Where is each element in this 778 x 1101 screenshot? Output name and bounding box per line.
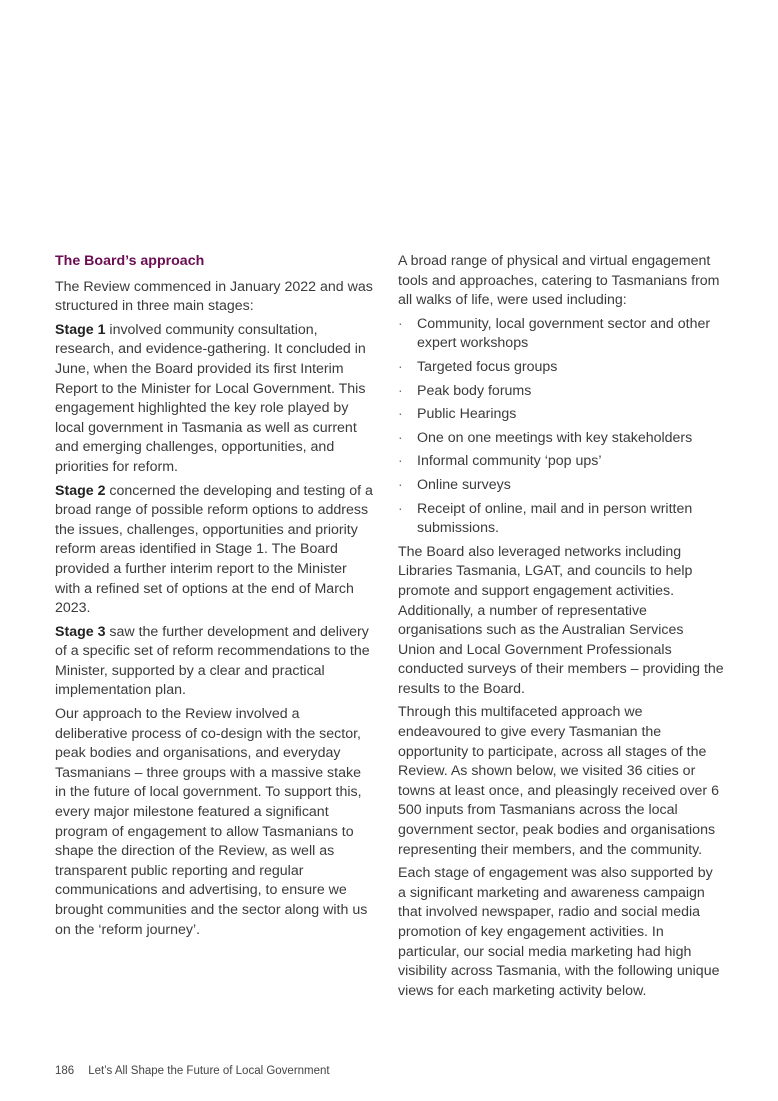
list-item-text: Receipt of online, mail and in person written submissions. <box>417 500 693 537</box>
engagement-tools-list <box>398 315 724 539</box>
bullet-icon: · <box>398 358 403 375</box>
bullet-icon: · <box>398 382 403 399</box>
list-item <box>398 476 724 496</box>
bullet-icon: · <box>398 429 403 446</box>
bullet-icon: · <box>398 453 403 470</box>
right-column <box>398 252 724 1005</box>
list-item-text: One on one meetings with key stakeholders <box>417 429 693 446</box>
stage-2-text: concerned the developing and testing of a broad range of possible reform options to address the issues, challenges, opportunities and priority reform areas identified in Stage 1. The Board provided a further interim report to the Minister with a refined set of options at the end of March 2023. <box>55 482 373 617</box>
multifaceted-paragraph: Through this multifaceted approach we endeavoured to give every Tasmanian the opportunity to participate, across all stages of the Review. As shown below, we visited 36 cities or towns at least once, and pleasingly received over 6 500 inputs from Tasmanians across the local government sector, peak bodies and organisations representing their members, and the community. <box>398 704 719 858</box>
stage-1-text: involved community consultation, research, and evidence-gathering. It concluded in June, when the Board provided its first Interim Report to the Minister for Local Government. This engagement highlighted the key role played by local government in Tasmania as well as current and emerging challenges, opportunities, and priorities for reform. <box>55 321 366 475</box>
list-item <box>398 429 724 449</box>
bullet-icon: · <box>398 315 403 332</box>
intro-paragraph: The Review commenced in January 2022 and was structured in three main stages: <box>55 278 373 315</box>
list-item <box>398 405 724 425</box>
approach-paragraph: Our approach to the Review involved a deliberative process of co-design with the sector, peak bodies and organisations, and everyday Tasmanians – three groups with a massive stake in the future of local government. To support this, every major milestone featured a significant program of engagement to allow Tasmanians to shape the direction of the Review, as well as transparent public reporting and regular communications and advertising, to ensure we brought communities and the sector along with us on the ‘reform journey’. <box>55 706 368 938</box>
stage-3-label: Stage 3 <box>55 623 106 640</box>
stage-3-text: saw the further development and delivery of a specific set of reform recommendations to the Minister, supported by a clear and practical implementation plan. <box>55 623 370 699</box>
stage-1-label: Stage 1 <box>55 321 106 338</box>
marketing-paragraph: Each stage of engagement was also supported by a significant marketing and awareness campaign that involved newspaper, radio and social media promotion of key engagement activities. In particular, our social media marketing had high visibility across Tasmania, with the following unique views for each marketing activity below. <box>398 865 720 999</box>
tools-intro-paragraph: A broad range of physical and virtual engagement tools and approaches, catering to Tasmanians from all walks of life, were used including: <box>398 253 720 309</box>
list-item-text: Public Hearings <box>417 406 517 423</box>
list-item-text: Targeted focus groups <box>417 358 558 375</box>
document-title: Let’s All Shape the Future of Local Government <box>88 1065 330 1077</box>
stage-3-paragraph <box>55 623 375 701</box>
section-heading: The Board’s approach <box>55 253 205 269</box>
page-number: 186 <box>55 1065 75 1077</box>
list-item <box>398 382 724 402</box>
page-footer <box>55 1065 330 1077</box>
stage-1-paragraph <box>55 321 375 478</box>
bullet-icon: · <box>398 406 403 423</box>
list-item-text: Peak body forums <box>417 382 532 399</box>
bullet-icon: · <box>398 476 403 493</box>
list-item <box>398 500 724 539</box>
left-column <box>55 252 375 944</box>
bullet-icon: · <box>398 500 403 517</box>
networks-paragraph: The Board also leveraged networks including Libraries Tasmania, LGAT, and councils to help promote and support engagement activities. Additionally, a number of representative organisations such as the Australian Services Union and Local Government Professionals conducted surveys of their members – providing the results to the Board. <box>398 543 724 697</box>
list-item-text: Online surveys <box>417 476 511 493</box>
list-item <box>398 358 724 378</box>
list-item-text: Community, local government sector and other expert workshops <box>417 315 711 352</box>
list-item <box>398 315 724 354</box>
list-item <box>398 452 724 472</box>
stage-2-label: Stage 2 <box>55 482 106 499</box>
list-item-text: Informal community ‘pop ups’ <box>417 453 602 470</box>
stage-2-paragraph <box>55 482 375 619</box>
